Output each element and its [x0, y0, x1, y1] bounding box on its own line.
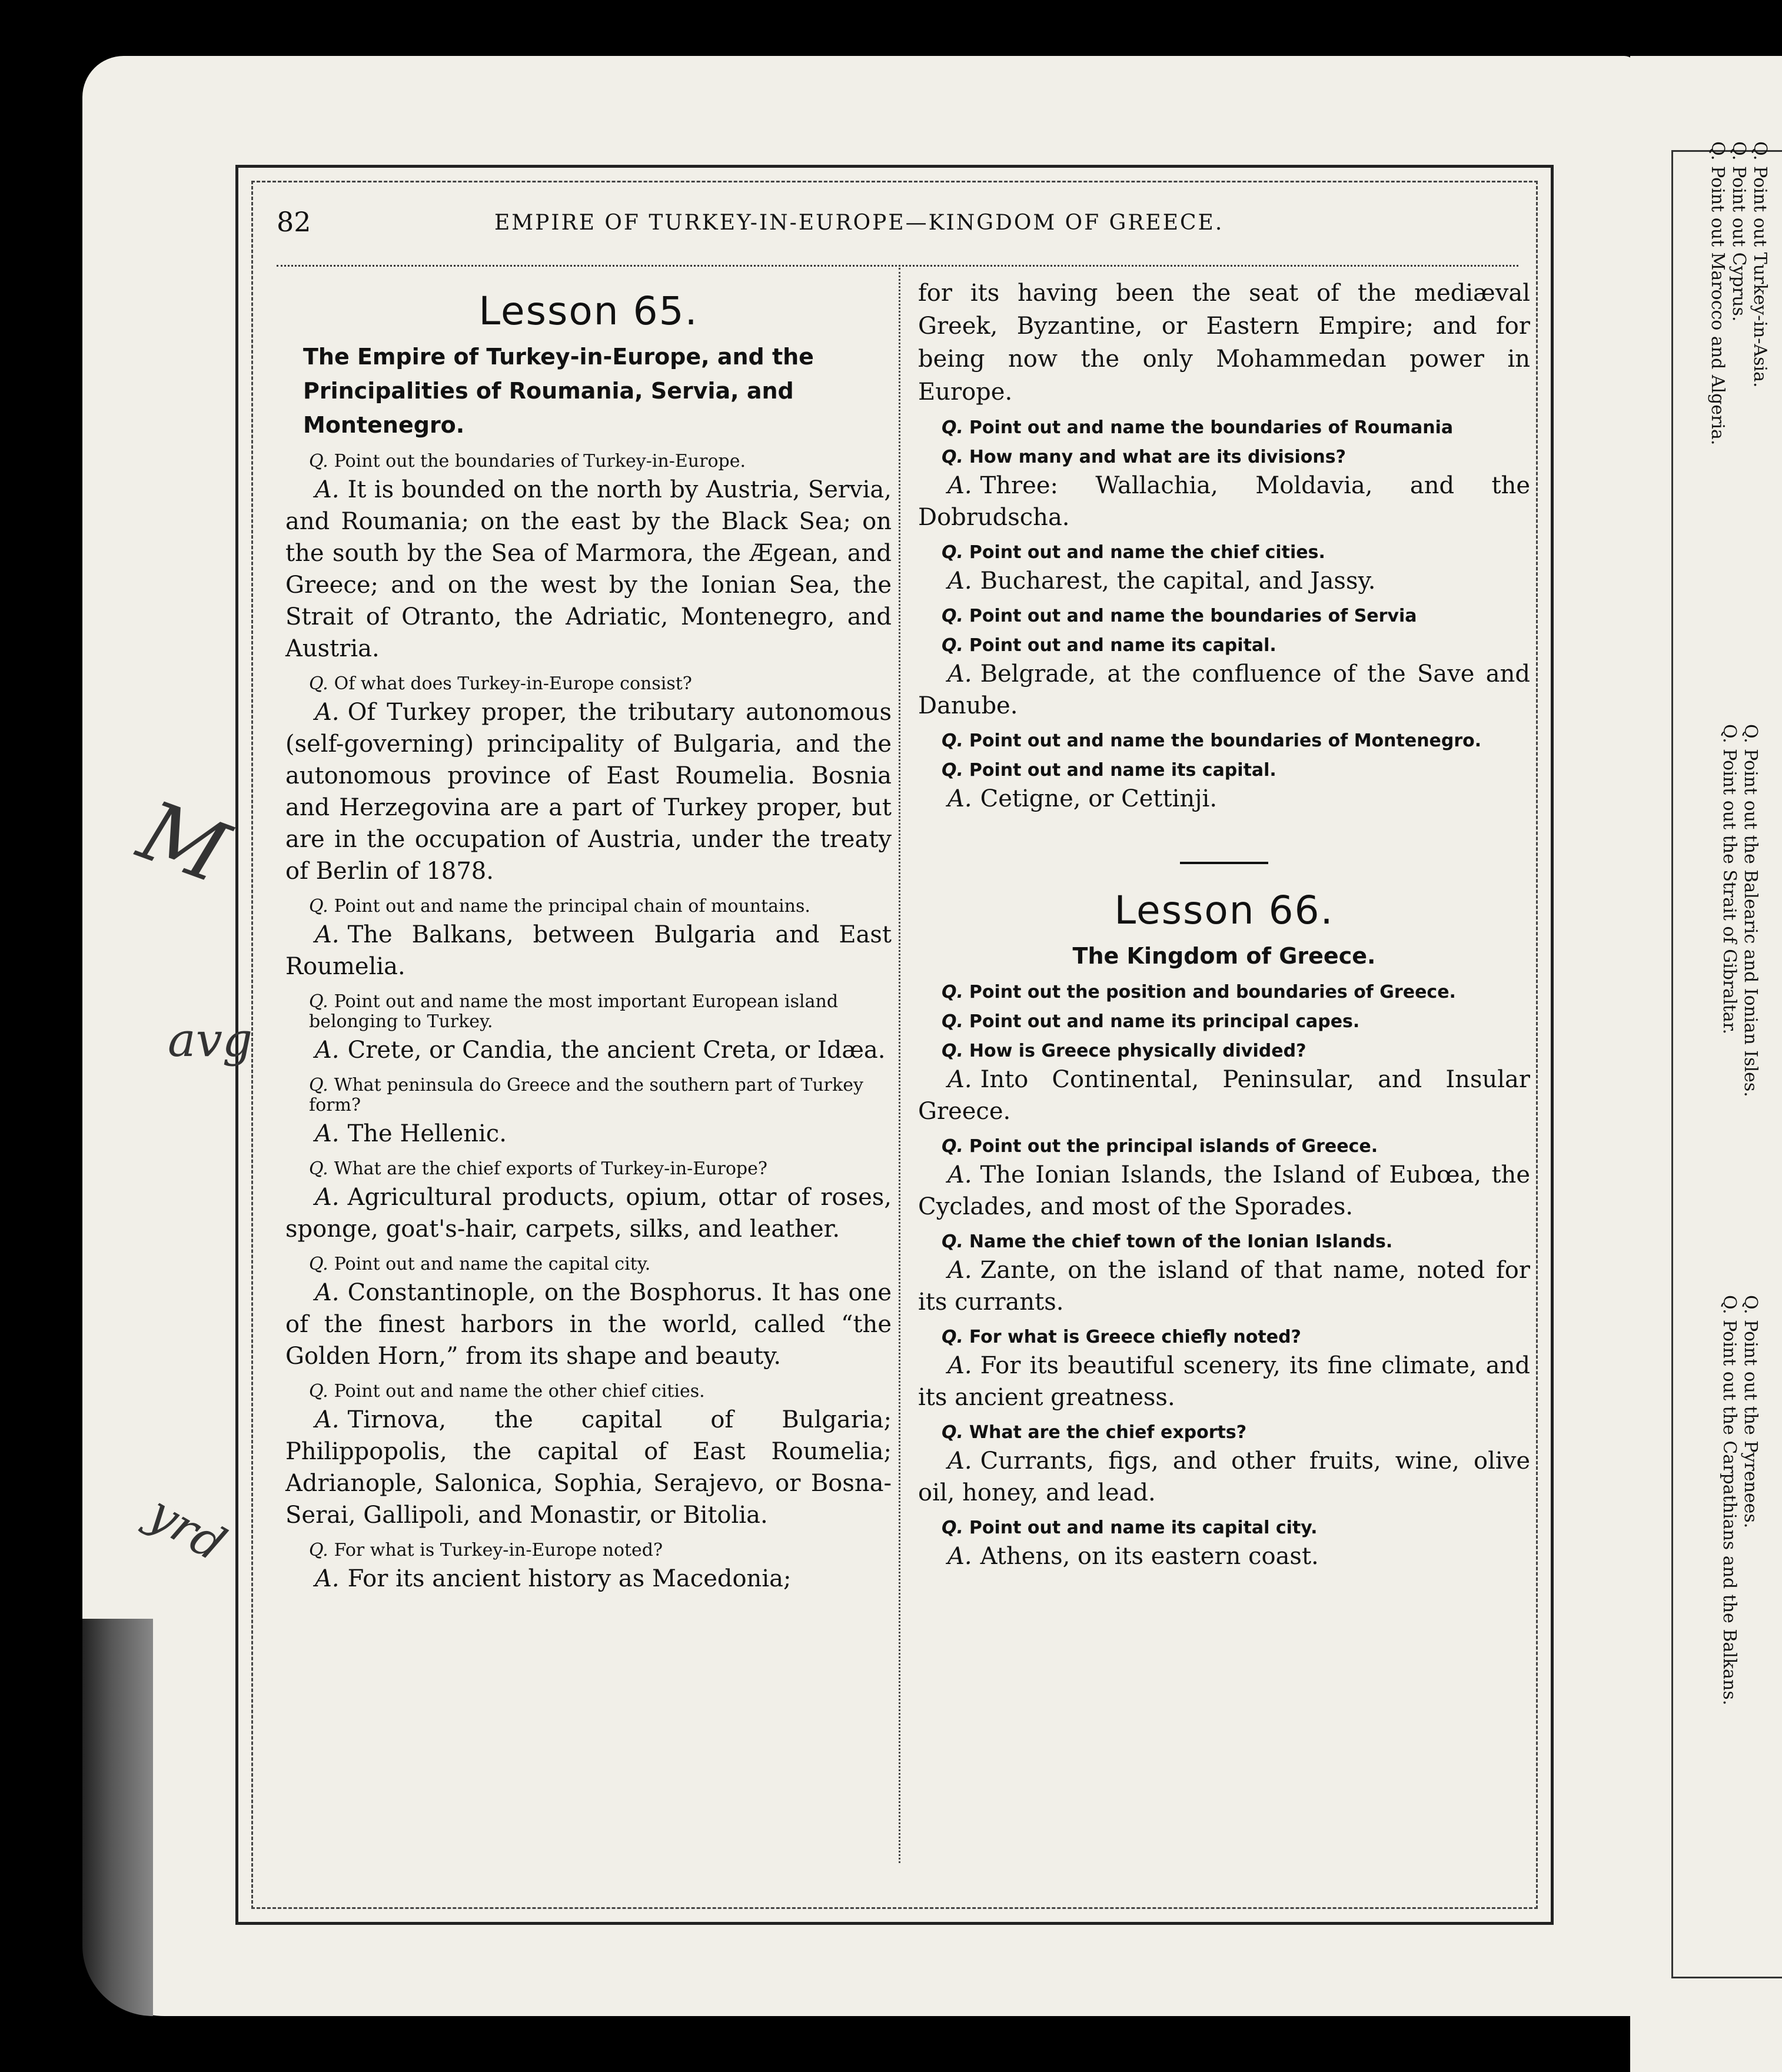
- adjacent-bottom-questions: Q. Point out the Pyrenees. Q. Point out the Carpathians and the Balkans.: [1719, 1295, 1761, 1706]
- question: [309, 451, 892, 471]
- question-label: Q.: [309, 1540, 328, 1560]
- adjacent-middle-questions: Q. Point out the Balearic and Ionian Isles. Q. Point out the Strait of Gibraltar.: [1719, 724, 1761, 1097]
- question: [309, 992, 892, 1032]
- question-text: Of what does Turkey-in-Europe consist?: [334, 673, 692, 694]
- answer-label: A.: [947, 1161, 972, 1188]
- answer: [918, 1064, 1530, 1127]
- answer-text: Three: Wallachia, Moldavia, and the Dobrudscha.: [918, 472, 1530, 531]
- question: [309, 1075, 892, 1115]
- answer: [918, 470, 1530, 533]
- question-label: Q.: [309, 1075, 328, 1095]
- question: [942, 982, 1530, 1002]
- question: [942, 606, 1530, 626]
- question: [309, 1540, 892, 1560]
- answer-text: The Ionian Islands, the Island of Eubœa, the Cyclades, and most of the Sporades.: [918, 1161, 1530, 1220]
- question-text: Point out and name its principal capes.: [969, 1011, 1360, 1032]
- question-text: How is Greece physically divided?: [969, 1041, 1306, 1061]
- answer: [918, 658, 1530, 722]
- right-column: [918, 277, 1530, 1577]
- question-label: Q.: [942, 1422, 963, 1443]
- question-label: Q.: [309, 451, 328, 471]
- question-label: Q.: [309, 896, 328, 917]
- answer-label: A.: [315, 1037, 340, 1064]
- answer-label: A.: [947, 1447, 972, 1475]
- answer: [918, 565, 1530, 597]
- question: [942, 731, 1530, 751]
- answer-label: A.: [315, 1184, 340, 1211]
- question-text: What peninsula do Greece and the southern part of Turkey form?: [309, 1075, 863, 1115]
- question: [309, 1159, 892, 1179]
- answer-text: For its beautiful scenery, its fine climate, and its ancient greatness.: [918, 1352, 1530, 1411]
- question-label: Q.: [309, 1158, 328, 1179]
- question-label: Q.: [942, 1518, 963, 1538]
- lesson-66-title: Lesson 66.: [1114, 888, 1334, 933]
- question-text: For what is Turkey-in-Europe noted?: [334, 1540, 663, 1560]
- question-label: Q.: [942, 1327, 963, 1347]
- running-title: EMPIRE OF TURKEY-IN-EUROPE—KINGDOM OF GREECE.: [494, 211, 1224, 235]
- answer-label: A.: [315, 1565, 340, 1592]
- question-label: Q.: [942, 730, 963, 751]
- question-text: How many and what are its divisions?: [969, 447, 1346, 467]
- question: [942, 1232, 1530, 1252]
- question-text: Point out and name the chief cities.: [969, 542, 1325, 563]
- answer-text: The Balkans, between Bulgaria and East Roumelia.: [285, 921, 892, 980]
- question: [942, 1518, 1530, 1538]
- page-edge: [82, 1619, 153, 2016]
- answer-label: A.: [947, 1352, 972, 1379]
- answer-label: A.: [947, 1257, 972, 1284]
- question-text: Point out and name the capital city.: [334, 1254, 651, 1274]
- header-rule: [277, 265, 1518, 271]
- marginal-note-2: avg: [168, 1012, 253, 1067]
- answer-label: A.: [315, 1120, 340, 1147]
- lesson-65-subtitle: The Empire of Turkey-in-Europe, and the Principalities of Roumania, Servia, and Montenegro.: [303, 344, 814, 438]
- answer: [285, 1563, 892, 1595]
- question-label: Q.: [942, 1041, 963, 1061]
- answer-label: A.: [947, 567, 972, 595]
- question-label: Q.: [942, 606, 963, 626]
- question-label: Q.: [942, 635, 963, 656]
- answer-text: It is bounded on the north by Austria, Servia, and Roumania; on the east by the Black Sea; on the south by the Sea of Marmora, the Ægean, and Greece; and on the west by the Ionian Sea, the Strait of Otranto, the Adriatic, Montenegro, and Austria.: [285, 476, 892, 662]
- question: [309, 896, 892, 917]
- question-text: For what is Greece chiefly noted?: [969, 1327, 1301, 1347]
- question-label: Q.: [309, 991, 328, 1012]
- answer: [285, 1034, 892, 1066]
- question: [942, 636, 1530, 656]
- question-text: Point out and name the boundaries of Servia: [969, 606, 1417, 626]
- lesson-separator: [1180, 862, 1268, 864]
- answer-text: Agricultural products, opium, ottar of roses, sponge, goat's-hair, carpets, silks, and leather.: [285, 1184, 892, 1243]
- answer-text: Cetigne, or Cettinji.: [980, 785, 1218, 812]
- question: [942, 418, 1530, 438]
- question: [942, 1327, 1530, 1347]
- adjacent-top-questions: Q. Point out Turkey-in-Asia. Q. Point out Cyprus. Q. Point out Marocco and Algeria.: [1707, 141, 1770, 446]
- lesson-66-subtitle: The Kingdom of Greece.: [1072, 943, 1376, 969]
- question-text: Point out and name its capital city.: [969, 1518, 1318, 1538]
- question-text: Point out and name the boundaries of Montenegro.: [969, 730, 1482, 751]
- question-label: Q.: [942, 982, 963, 1002]
- answer-text: Currants, figs, and other fruits, wine, olive oil, honey, and lead.: [918, 1447, 1530, 1506]
- answer: [285, 919, 892, 982]
- answer-label: A.: [947, 1066, 972, 1093]
- answer-text: Of Turkey proper, the tributary autonomous (self-governing) principality of Bulgaria, and the autonomous province of East Roumelia. Bosnia and Herzegovina are a part of Turkey proper, but are in the occupation of Austria, under the treaty of Berlin of 1878.: [285, 699, 892, 885]
- answer: [285, 1118, 892, 1150]
- question-label: Q.: [309, 673, 328, 694]
- answer-label: A.: [947, 660, 972, 688]
- answer: [285, 1404, 892, 1531]
- question-label: Q.: [942, 1231, 963, 1252]
- answer: [285, 1181, 892, 1245]
- answer-text: Zante, on the island of that name, noted for its currants.: [918, 1257, 1530, 1316]
- question-text: Point out the position and boundaries of Greece.: [969, 982, 1456, 1002]
- page-number: 82: [277, 206, 311, 238]
- question: [942, 1137, 1530, 1157]
- answer: [918, 1254, 1530, 1318]
- answer-text: Constantinople, on the Bosphorus. It has one of the finest harbors in the world, called “the Golden Horn,” from its shape and beauty.: [285, 1279, 892, 1370]
- question: [942, 1423, 1530, 1443]
- answer-text: For its ancient history as Macedonia;: [347, 1565, 792, 1592]
- question-label: Q.: [942, 447, 963, 467]
- answer-label: A.: [315, 1279, 340, 1306]
- question-label: Q.: [942, 1011, 963, 1032]
- answer: [285, 696, 892, 887]
- question-text: Point out and name its capital.: [969, 760, 1276, 781]
- answer-label: A.: [315, 699, 340, 726]
- question: [309, 674, 892, 694]
- answer-text: Belgrade, at the confluence of the Save and Danube.: [918, 660, 1530, 719]
- answer-label: A.: [315, 921, 340, 948]
- question-text: What are the chief exports?: [969, 1422, 1247, 1443]
- question-text: Point out and name its capital.: [969, 635, 1276, 656]
- question: [942, 761, 1530, 781]
- answer-label: A.: [315, 1406, 340, 1433]
- answer-label: A.: [947, 1543, 972, 1570]
- question-text: Point out and name the principal chain of mountains.: [334, 896, 810, 917]
- question: [942, 543, 1530, 563]
- question-label: Q.: [942, 1136, 963, 1157]
- answer-text: Athens, on its eastern coast.: [980, 1543, 1319, 1570]
- lesson-65-title: Lesson 65.: [478, 288, 699, 334]
- answer: [918, 1350, 1530, 1413]
- answer: [918, 1159, 1530, 1223]
- answer-text: Bucharest, the capital, and Jassy.: [980, 567, 1376, 595]
- left-column: [285, 277, 892, 1599]
- question-text: Point out the principal islands of Greece.: [969, 1136, 1378, 1157]
- question-text: Point out and name the other chief cities.: [334, 1381, 705, 1402]
- answer: [285, 474, 892, 665]
- question-label: Q.: [309, 1381, 328, 1402]
- question: [942, 1012, 1530, 1032]
- question-label: Q.: [942, 542, 963, 563]
- question: [942, 1041, 1530, 1061]
- question-text: Point out and name the most important European island belonging to Turkey.: [309, 991, 839, 1032]
- question-text: Name the chief town of the Ionian Islands.: [969, 1231, 1393, 1252]
- answer-label: A.: [947, 472, 972, 499]
- answer-text: Tirnova, the capital of Bulgaria; Philippopolis, the capital of East Roumelia; Adrianople, Salonica, Sophia, Serajevo, or Bosna-Serai, Gallipoli, and Monastir, or Bitolia.: [285, 1406, 892, 1529]
- answer: [918, 1445, 1530, 1509]
- continuation-text: for its having been the seat of the mediæval Greek, Byzantine, or Eastern Empire; and for being now the only Mohammedan power in Europe.: [918, 280, 1530, 406]
- answer-label: A.: [315, 476, 340, 503]
- answer-text: Crete, or Candia, the ancient Creta, or Idæa.: [347, 1037, 886, 1064]
- answer: [918, 1540, 1530, 1572]
- marginal-note-3: yrd: [138, 1485, 235, 1572]
- answer: [918, 783, 1530, 815]
- answer-label: A.: [947, 785, 972, 812]
- marginal-note-1: M: [127, 783, 240, 902]
- answer-text: The Hellenic.: [347, 1120, 507, 1147]
- question-text: Point out and name the boundaries of Roumania: [969, 417, 1454, 438]
- question-text: What are the chief exports of Turkey-in-Europe?: [334, 1158, 767, 1179]
- answer-text: Into Continental, Peninsular, and Insular Greece.: [918, 1066, 1530, 1125]
- question: [942, 447, 1530, 467]
- question: [309, 1254, 892, 1274]
- answer: [285, 1277, 892, 1372]
- page-header: [277, 206, 1518, 247]
- question-text: Point out the boundaries of Turkey-in-Europe.: [334, 451, 746, 471]
- question-label: Q.: [309, 1254, 328, 1274]
- question-label: Q.: [942, 417, 963, 438]
- column-divider: [899, 268, 900, 1863]
- question-label: Q.: [942, 760, 963, 781]
- question: [309, 1382, 892, 1402]
